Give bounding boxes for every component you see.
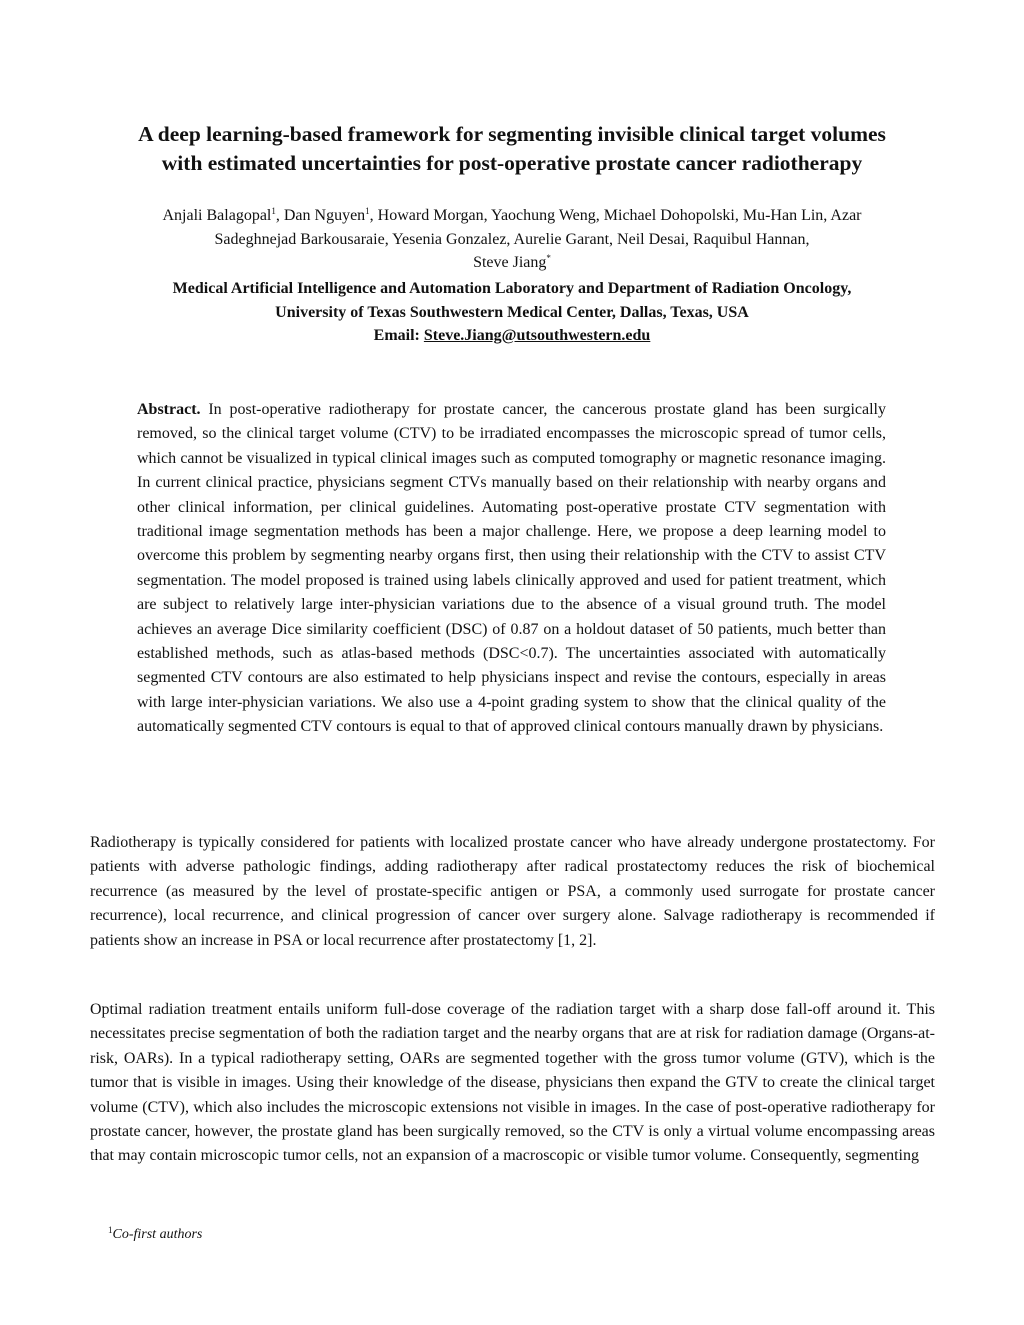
footnote bbox=[108, 1226, 202, 1244]
author-list-line-2: Sadeghnejad Barkousaraie, Yesenia Gonzalez, Aurelie Garant, Neil Desai, Raquibul Hannan, bbox=[214, 230, 810, 248]
author-name: Steve Jiang bbox=[473, 254, 547, 271]
affiliation-line-1: Medical Artificial Intelligence and Automation Laboratory and Department of Radiation Oncology, bbox=[172, 280, 852, 297]
author-name: Dan Nguyen bbox=[283, 207, 366, 224]
author-list-line-1-rest: , Howard Morgan, Yaochung Weng, Michael Dohopolski, Mu-Han Lin, Azar bbox=[369, 207, 862, 224]
affiliation-line-2: University of Texas Southwestern Medical Center, Dallas, Texas, USA bbox=[275, 303, 749, 321]
author-footnote-mark: 1 bbox=[271, 206, 276, 216]
author-separator: , bbox=[275, 207, 284, 224]
corresponding-author-mark: * bbox=[546, 253, 551, 263]
affiliation-block bbox=[80, 277, 944, 348]
abstract-label: Abstract. bbox=[137, 401, 201, 418]
abstract bbox=[137, 398, 886, 740]
title-line-1: A deep learning-based framework for segmenting invisible clinical target volumes bbox=[138, 122, 886, 146]
body-paragraph-1: Radiotherapy is typically considered for patients with localized prostate cancer who have already undergone prostatectomy. For patients with adverse pathologic findings, adding radiotherapy after radical prostatectomy reduces the risk of biochemical recurrence (as measured by the level of prostate-specific antigen or PSA, a commonly used surrogate for prostate cancer recurrence), local recurrence, and clinical progression of cancer over surgery alone. Salvage radiotherapy is recommended if patients show an increase in PSA or local recurrence after prostatectomy [1, 2]. bbox=[90, 834, 935, 949]
email-link[interactable]: Steve.Jiang@utsouthwestern.edu bbox=[423, 327, 651, 344]
author-name: Anjali Balagopal bbox=[162, 207, 272, 224]
author-list bbox=[100, 204, 924, 275]
paper-title bbox=[70, 120, 954, 178]
email-label: Email: bbox=[373, 327, 424, 344]
abstract-text: In post-operative radiotherapy for prostate cancer, the cancerous prostate gland has been surgically removed, so the clinical target volume (CTV) to be irradiated encompasses the microscopic spread of tumor cells, which cannot be visualized in typical clinical images such as computed tomography or magnetic resonance imaging. In current clinical practice, physicians segment CTVs manually based on their relationship with nearby organs and other clinical information, per clinical guidelines. Automating post-operative prostate CTV segmentation with traditional image segmentation methods has been a major challenge. Here, we propose a deep learning model to overcome this problem by segmenting nearby organs first, then using their relationship with the CTV to assist CTV segmentation. The model proposed is trained using labels clinically approved and used for patient treatment, which are subject to relatively large inter-physician variations due to the absence of a visual ground truth. The model achieves an average Dice similarity coefficient (DSC) of 0.87 on a holdout dataset of 50 patients, much better than established methods, such as atlas-based methods (DSC<0.7). The uncertainties associated with automatically segmented CTV contours are also estimated to help physicians inspect and revise the contours, especially in areas with large inter-physician variations. We also use a 4-point grading system to show that the clinical quality of the automatically segmented CTV contours is equal to that of approved clinical contours manually drawn by physicians. bbox=[137, 401, 886, 736]
footnote-mark: 1 bbox=[108, 1225, 113, 1235]
author-footnote-mark: 1 bbox=[365, 206, 370, 216]
footnote-text: Co-first authors bbox=[112, 1227, 203, 1242]
title-line-2: with estimated uncertainties for post-operative prostate cancer radiotherapy bbox=[161, 151, 863, 175]
body-paragraph-2: Optimal radiation treatment entails uniform full-dose coverage of the radiation target with a sharp dose fall-off around it. This necessitates precise segmentation of both the radiation target and the nearby organs that are at risk for radiation damage (Organs-at-risk, OARs). In a typical radiotherapy setting, OARs are segmented together with the gross tumor volume (GTV), which is the tumor that is visible in images. Using their knowledge of the disease, physicians then expand the GTV to create the clinical target volume (CTV), which also includes the microscopic extensions not visible in images. In the case of post-operative radiotherapy for prostate cancer, however, the prostate gland has been surgically removed, so the CTV is only a virtual volume encompassing areas that may contain microscopic tumor cells, not an expansion of a macroscopic or visible tumor volume. Consequently, segmenting bbox=[90, 1001, 935, 1165]
